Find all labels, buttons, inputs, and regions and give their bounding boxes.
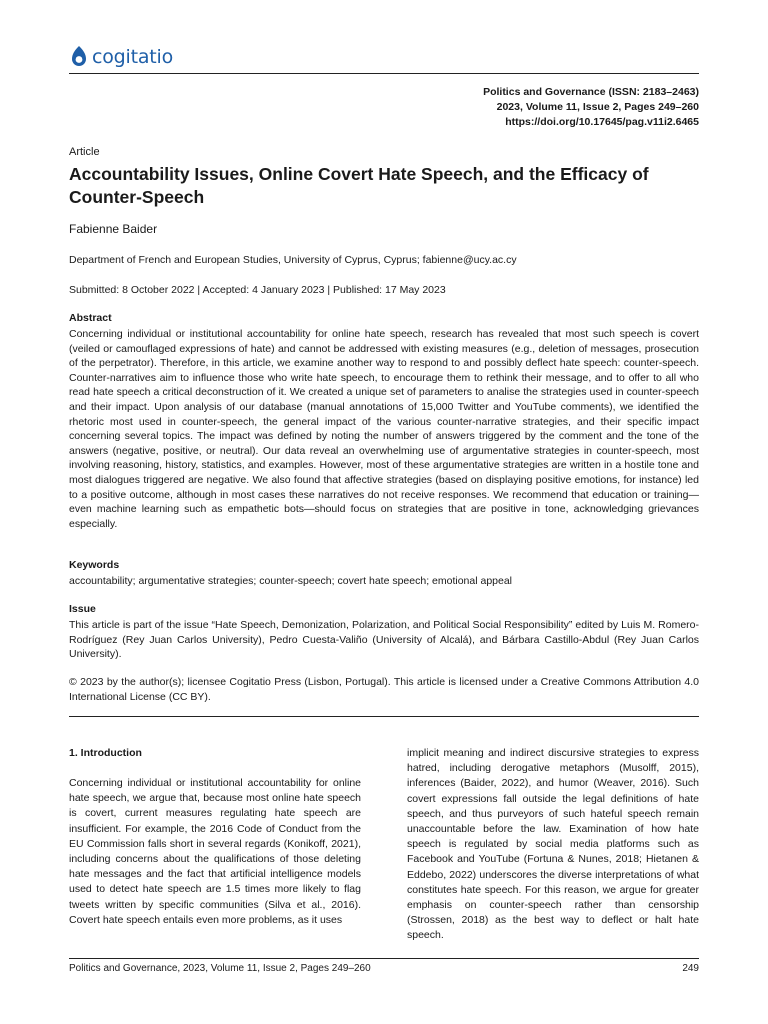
abstract-heading: Abstract — [69, 312, 112, 324]
issue-heading: Issue — [69, 603, 96, 615]
header-rule — [69, 73, 699, 74]
copyright-notice: © 2023 by the author(s); licensee Cogitatio Press (Lisbon, Portugal). This article is licensed under a Creative Commons Attribution 4.0 International License (CC BY). — [69, 676, 699, 703]
article-type: Article — [69, 146, 100, 158]
article-title: Accountability Issues, Online Covert Hate Speech, and the Efficacy of Counter-Speech — [69, 164, 649, 207]
intro-column-left: Concerning individual or institutional accountability for online hate speech, we argue that, because most online hate speech is covert, current measures regulating hate speech are insufficient. For example, the 2016 Code of Conduct from the EU Commission falls short in several regards (Konikoff, 2021), including concerns about the qualifications of those deleting hate messages and the fact that artificial intelligence models used to detect hate speech are 1.5 times more likely to flag tweets written by specific communities (Silva et al., 2016). Covert hate speech entails even more problems, as it uses — [69, 777, 361, 926]
author-affiliation: Department of French and European Studies, University of Cyprus, Cyprus; fabienne@ucy.ac.cy — [69, 254, 517, 266]
abstract-text: Concerning individual or institutional accountability for online hate speech, research has revealed that most such speech is covert (veiled or camouflaged expressions of hate) and cannot be addressed with existing measures (e.g., deletion of messages, prosecution of the perpetrator). Therefore, in this article, we examine another way to respond to and possibly deflect hate speech: counter-speech. Counter-narratives aim to influence those who write hate speech, to encourage them to rethink their message, and to offer to all who read hate speech a critical deconstruction of it. We created a unique set of parameters to analise the strategies used in counter-speech and their impact. Upon analysis of our database (manual annotations of 15,000 Twitter and YouTube comments), we identified the rhetoric most used in counter-speech, the general impact of the various counter-narrative strategies, and their specific impact concerning several topics. The impact was defined by noting the number of answers triggered by the comment and the tone of the answers (negative, positive, or neutral). Our data reveal an overwhelming use of argumentative strategies in counter-speech, most involving reasoning, history, statistics, and examples. However, most of these argumentative strategies are written in a hostile tone and most dialogues triggered are negative. We also found that affective strategies (based on displaying positive emotions, for instance) led to a positive outcome, although in most cases these narratives do not receive responses. We recommend that education or training—even machine learning such as empathetic bots—should focus on strategies that are positive in tone, acknowledging grievances especially. — [69, 328, 699, 530]
abstract-bottom-rule — [69, 716, 699, 717]
journal-volume: 2023, Volume 11, Issue 2, Pages 249–260 — [496, 101, 699, 113]
intro-column-right: implicit meaning and indirect discursive strategies to express hatred, including derogative metaphors (Musolff, 2015), inferences (Baider, 2022), and humor (Weaver, 2016). Such covert expressions fall outside the legal definitions of hate speech, and thus purveyors of such hateful speech remain unaccountable before the law. Examination of how hate speech is regulated by social media platforms such as Facebook and YouTube (Fortuna & Nunes, 2018; Hietanen & Eddebo, 2022) underscores the diverse interpretations of what constitutes hate speech. For this reason, we argue for greater emphasis on counter-speech rather than censorship (Strossen, 2018) as the best way to deflect or halt hate speech. — [407, 747, 699, 942]
footer-citation: Politics and Governance, 2023, Volume 11, Issue 2, Pages 249–260 — [69, 963, 371, 974]
publication-dates: Submitted: 8 October 2022 | Accepted: 4 January 2023 | Published: 17 May 2023 — [69, 284, 446, 296]
introduction-heading: 1. Introduction — [69, 747, 142, 759]
keywords-text: accountability; argumentative strategies; counter-speech; covert hate speech; emotional appeal — [69, 575, 513, 587]
publisher-logo — [69, 44, 173, 70]
issue-text: This article is part of the issue “Hate Speech, Demonization, Polarization, and Political Social Responsibility” edited by Luis M. Romero-Rodríguez (Rey Juan Carlos University), Pedro Cuesta-Valiño (University of Alcalá), and Bárbara Castillo-Abdul (Rey Juan Carlos University). — [69, 619, 699, 661]
logo-text: cogitatio — [92, 46, 174, 68]
journal-info — [483, 85, 699, 130]
journal-title: Politics and Governance (ISSN: 2183–2463) — [483, 86, 699, 98]
footer-rule — [69, 958, 699, 959]
page-footer — [69, 963, 699, 974]
keywords-heading: Keywords — [69, 559, 120, 571]
author-name: Fabienne Baider — [69, 222, 158, 236]
doi-link[interactable]: https://doi.org/10.17645/pag.v11i2.6465 — [505, 116, 699, 128]
cogitatio-logo-icon — [69, 45, 89, 69]
page-number: 249 — [682, 963, 699, 974]
